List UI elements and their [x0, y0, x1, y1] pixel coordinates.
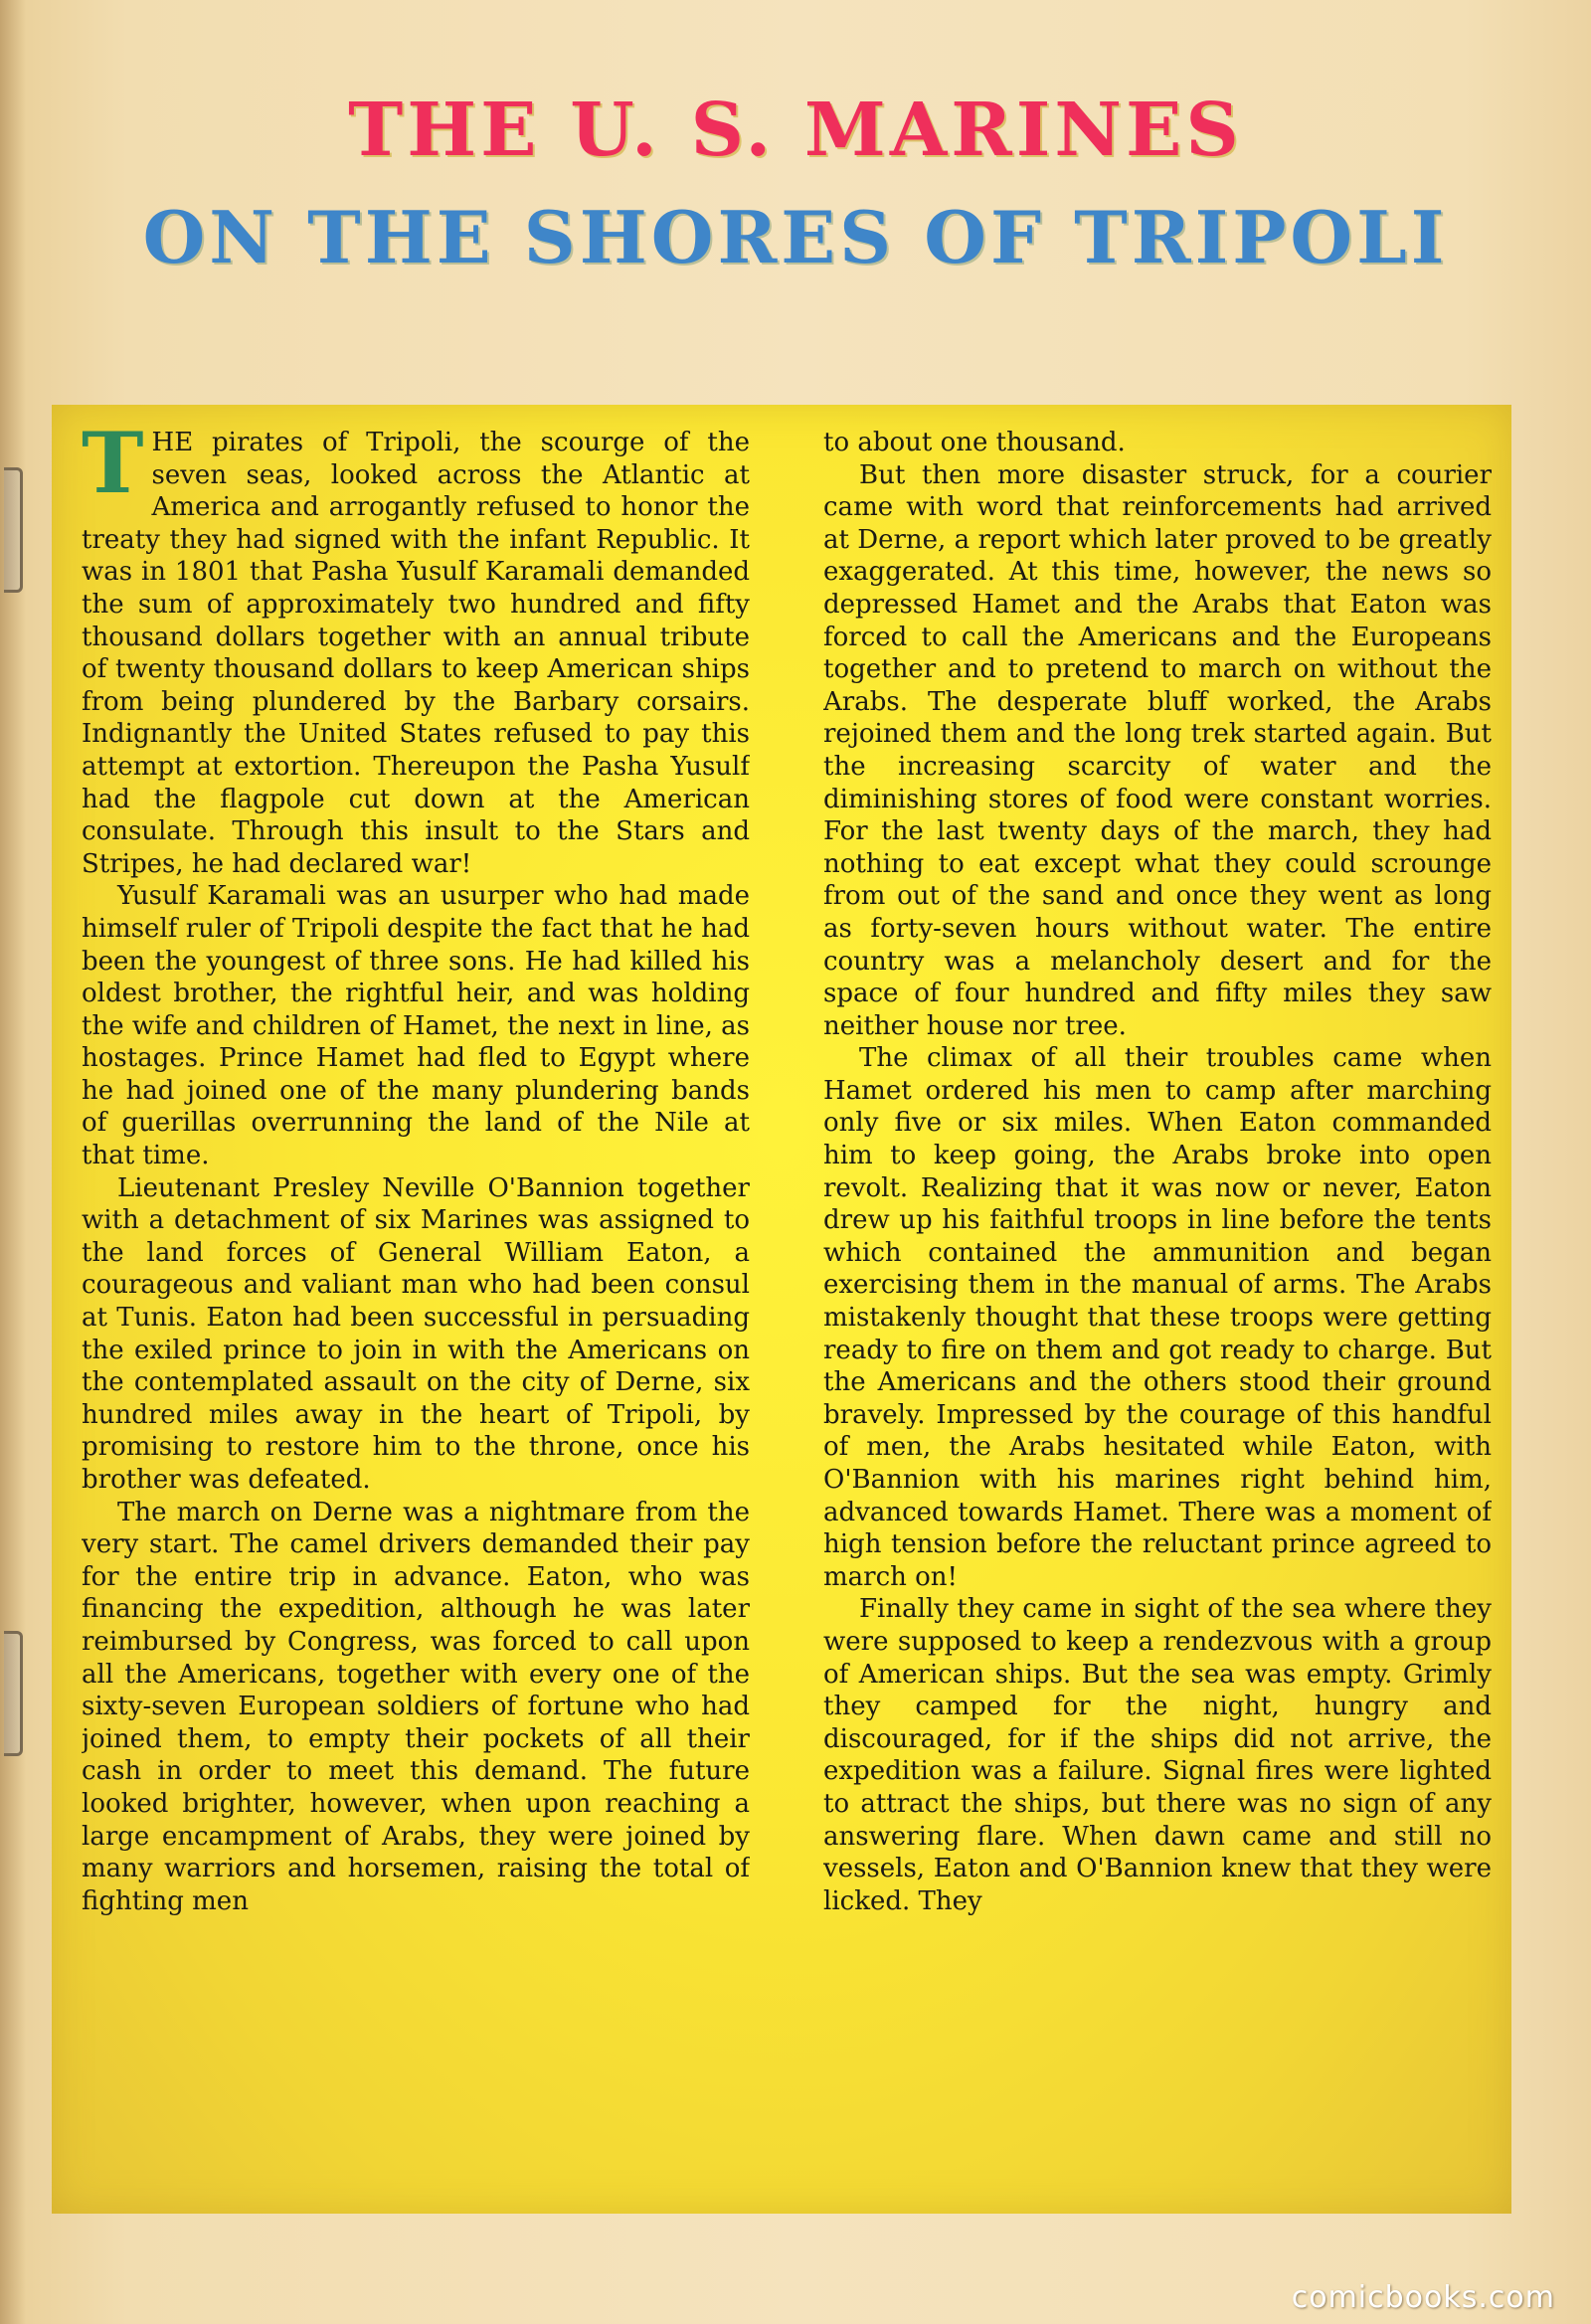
article-paragraph-1: [82, 427, 750, 880]
article-paragraph-4: The march on Derne was a nightmare from the very start. The camel drivers demanded their pay for the entire trip in advance. Eaton, who was financing the expedition, although he was later reimbursed by Congress, was forced to call upon all the Americans, together with every one of the sixty-seven European soldiers of fortune who had joined them, to empty their pockets of all their cash in order to meet this demand. The future looked brighter, however, when upon reaching a large encampment of Arabs, they were joined by many warriors and horsemen, raising the total of fighting men: [82, 1497, 750, 1916]
article-text-box: [52, 405, 1511, 2214]
staple-bottom: [4, 1631, 23, 1756]
drop-cap: T: [82, 427, 144, 512]
title-line-1: THE U. S. MARINES: [348, 88, 1243, 173]
article-paragraph-7: Finally they came in sight of the sea where they were supposed to keep a rendezvous with a group of American ships. But the sea was empty. Grimly they camped for the night, hungry and discouraged, for if the ships did not arrive, the expedition was a failure. Signal fires were lighted to attract the ships, but there was no sign of any answering flare. When dawn came and still no vessels, Eaton and O'Bannion knew that they were licked. They: [823, 1594, 1492, 1916]
staple-top: [4, 467, 23, 593]
watermark-text: comicbooks.com: [1291, 2280, 1555, 2315]
article-paragraph-5: But then more disaster struck, for a courier came with word that reinforcements had arrived at Derne, a report which later proved to be greatly exaggerated. At this time, however, the news so depressed Hamet and the Arabs that Eaton was forced to call the Americans and the Europeans together and to pretend to march on without the Arabs. The desperate bluff worked, the Arabs rejoined them and the long trek started again. But the increasing scarcity of water and the diminishing stores of food were constant worries. For the last twenty days of the march, they had nothing to eat except what they could scrounge from out of the sand and once they went as long as forty-seven hours without water. The entire country was a melancholy desert and for the space of four hundred and fifty miles they saw neither house nor tree.: [823, 459, 1492, 1041]
article-paragraph-continued: to about one thousand.: [823, 428, 1126, 457]
paragraph-text: HE pirates of Tripoli, the scourge of the seven seas, looked across the Atlantic at America and arrogantly refused to honor the treaty they had signed with the infant Republic. It was in 1801 that Pasha Yusulf Karamali demanded the sum of approximately two hundred and fifty thousand dollars together with an annual tribute of twenty thousand dollars to keep American ships from being plundered by the Barbary corsairs. Indignantly the United States refused to pay this attempt at extortion. Thereupon the Pasha Yusulf had the flagpole cut down at the American consulate. Through this insult to the Stars and Stripes, he had declared war!: [82, 428, 750, 879]
article-column-right: [823, 427, 1492, 2197]
article-paragraph-3: Lieutenant Presley Neville O'Bannion together with a detachment of six Marines was assigned to the land forces of General William Eaton, a courageous and valiant man who had been consul at Tunis. Eaton had been successful in persuading the exiled prince to join in with the Americans on the contemplated assault on the city of Derne, six hundred miles away in the heart of Tripoli, by promising to restore him to the throne, once his brother was defeated.: [82, 1172, 750, 1495]
article-paragraph-6: The climax of all their troubles came when Hamet ordered his men to camp after marching only five or six miles. When Eaton commanded him to keep going, the Arabs broke into open revolt. Realizing that it was now or never, Eaton drew up his faithful troops in line before the tents which contained the ammunition and began exercising them in the manual of arms. The Arabs mistakenly thought that these troops were getting ready to fire on them and got ready to charge. But the Americans and the others stood their ground bravely. Impressed by the courage of this handful of men, the Arabs hesitated while Eaton, with O'Bannion with his marines right behind him, advanced towards Hamet. There was a moment of high tension before the reluctant prince agreed to march on!: [823, 1043, 1492, 1592]
title-line-2: ON THE SHORES OF TRIPOLI: [142, 195, 1449, 279]
article-column-left: [82, 427, 750, 2197]
page-edge-shadow: [0, 0, 26, 2324]
article-paragraph-2: Yusulf Karamali was an usurper who had made himself ruler of Tripoli despite the fact that he had been the youngest of three sons. He had killed his oldest brother, the rightful heir, and was holding the wife and children of Hamet, the next in line, as hostages. Prince Hamet had fled to Egypt where he had joined one of the many plundering bands of guerillas overrunning the land of the Nile at that time.: [82, 881, 750, 1171]
